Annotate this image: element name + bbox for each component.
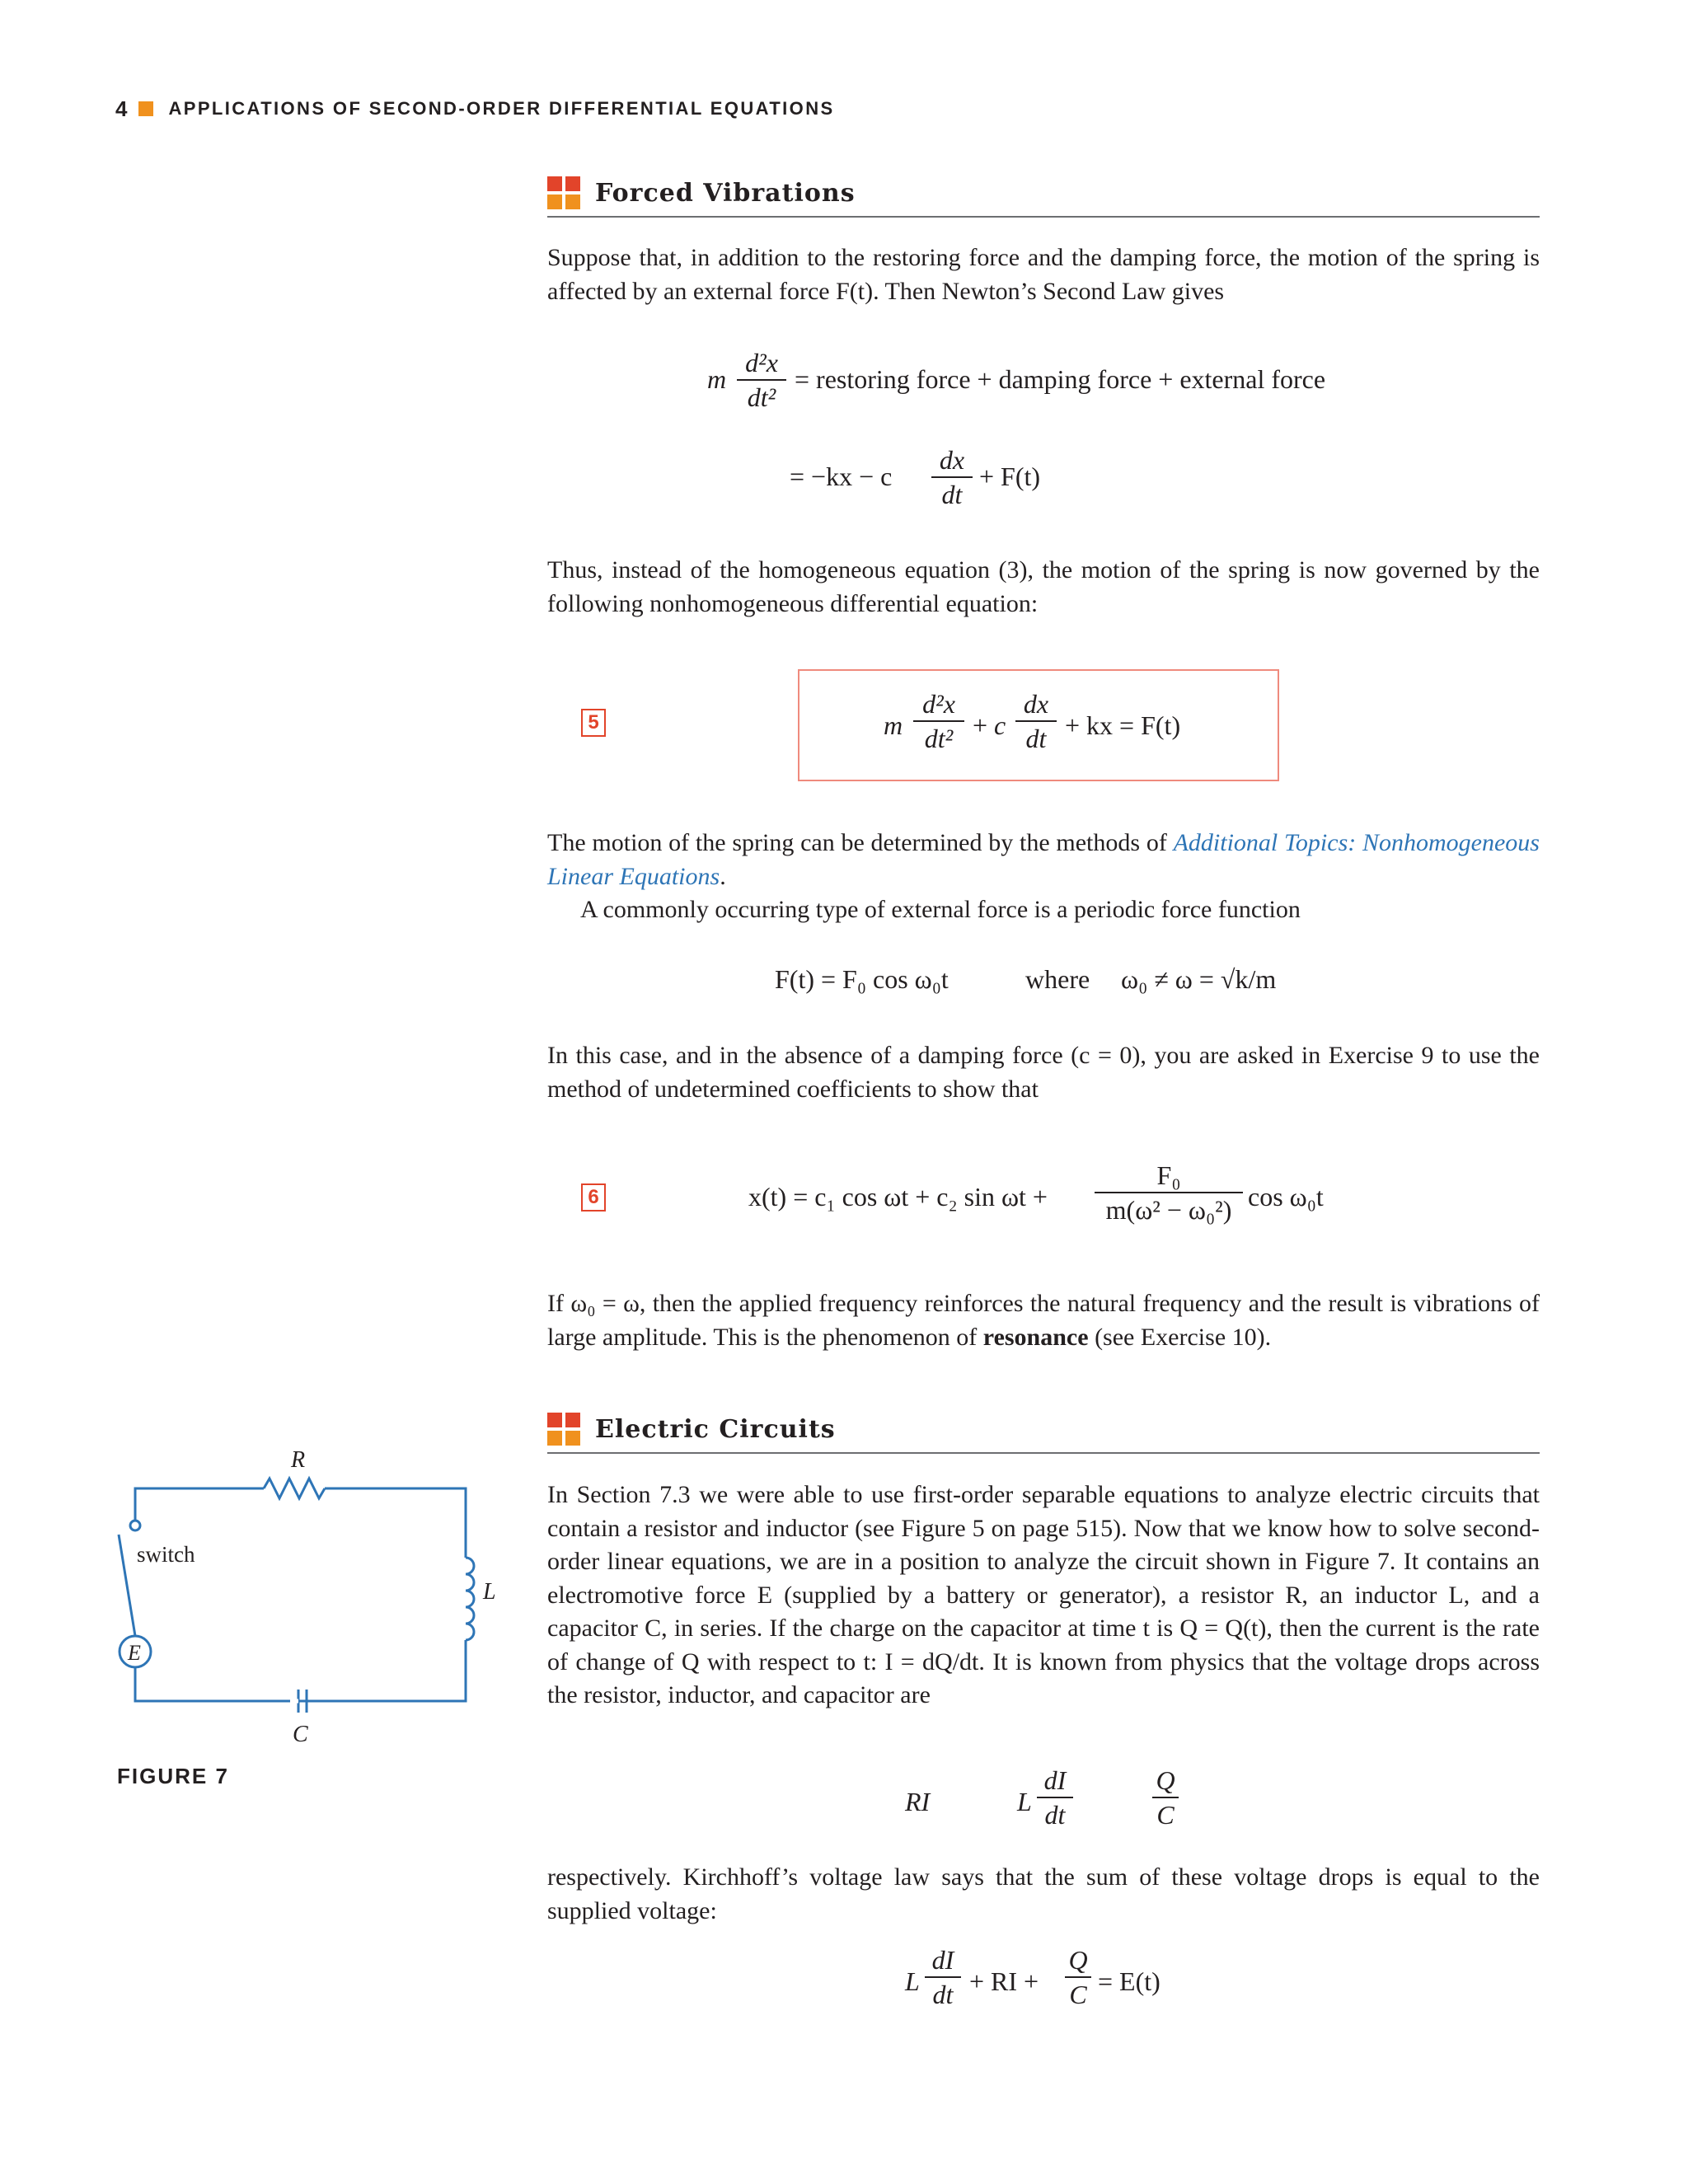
page-number: 4 bbox=[115, 96, 128, 121]
paragraph: In this case, and in the absence of a damping force (c = 0), you are asked in Exercise 9 to use the method of undetermined coefficients to show that bbox=[547, 1042, 1540, 1103]
running-head bbox=[115, 92, 835, 125]
bullet-square-icon bbox=[138, 101, 153, 116]
running-head-title: APPLICATIONS OF SECOND-ORDER DIFFERENTIAL EQUATIONS bbox=[168, 98, 835, 119]
paragraph-text: The motion of the spring can be determined by the methods of bbox=[547, 829, 1174, 856]
equation-text: where bbox=[1025, 964, 1090, 994]
equation-text: RI bbox=[905, 1787, 931, 1816]
equation-voltage-drops: RI L dI dt Q C bbox=[905, 1764, 1202, 1846]
equation-text: = E(t) bbox=[1098, 1966, 1160, 1996]
switch-label: switch bbox=[137, 1542, 195, 1567]
switch-lever bbox=[119, 1535, 135, 1636]
equation-text: + kx = F(t) bbox=[1065, 710, 1181, 740]
equation-text: = restoring force + damping force + external force bbox=[795, 364, 1326, 394]
emf-label: E bbox=[128, 1641, 141, 1665]
section-grid-icon bbox=[547, 1413, 580, 1446]
paragraph: Suppose that, in addition to the restoring force and the damping force, the motion of the spring is affected by an external force F(t). Then Newton’s Second Law gives bbox=[547, 244, 1540, 305]
equation-text: F(t) = F₀ cos ω₀t bbox=[775, 964, 949, 994]
equation-kirchhoff: L dI dt + RI + Q C = E(t) bbox=[905, 1945, 1160, 2009]
switch-contact bbox=[130, 1521, 140, 1530]
inductor-symbol bbox=[466, 1558, 474, 1640]
wire bbox=[135, 1488, 264, 1521]
equation-text: = −kx − c bbox=[790, 462, 893, 491]
term-resonance: resonance bbox=[982, 1323, 1089, 1351]
section-grid-icon bbox=[547, 176, 580, 209]
equation-periodic-force bbox=[775, 964, 1434, 1005]
equation-5-box: m d²x dt² + c dx dt + kx = F(t) bbox=[798, 669, 1279, 781]
paragraph-resonance bbox=[547, 1287, 1540, 1354]
equation-newton: m d²x dt² = restoring force + damping force + external force = −kx − c dx dt + F(t) bbox=[707, 348, 1326, 509]
equation-number: 6 bbox=[581, 1183, 606, 1212]
equation-text: cos ω₀t bbox=[1248, 1182, 1324, 1212]
circuit-diagram bbox=[99, 1434, 528, 1747]
section-title: Forced Vibrations bbox=[595, 178, 856, 208]
wire bbox=[298, 1640, 466, 1701]
paragraph: In Section 7.3 we were able to use first-order separable equations to analyze electric circuits that contain a resistor and inductor (see Figure 5 on page 515). Now that we know how to solve second-order linear equations, we are in a position to analyze the circuit shown in Figure 7. It contains an electromotive force E (supplied by a battery or generator), a resistor R, an inductor L, and a capacitor C, in series. If the charge on the capacitor at time t is Q = Q(t), then the current is the rate of change of Q with respect to t: I = dQ/dt. It is known from physics that the voltage drops across the resistor, inductor, and capacitor are bbox=[547, 1481, 1540, 1708]
equation-text: ω₀ ≠ ω = √k/m bbox=[1121, 964, 1277, 994]
paragraph-text: . bbox=[720, 862, 726, 890]
wire bbox=[325, 1488, 466, 1558]
figure-label: FIGURE 7 bbox=[117, 1764, 229, 1788]
wire bbox=[135, 1667, 290, 1701]
equation-text: + RI + bbox=[969, 1966, 1039, 1996]
paragraph-text: (see Exercise 10). bbox=[1088, 1323, 1272, 1351]
section-heading-electric-circuits bbox=[547, 1406, 1540, 1454]
paragraph: A commonly occurring type of external force is a periodic force function bbox=[580, 896, 1301, 923]
equation-text: + F(t) bbox=[979, 462, 1041, 491]
section-heading-forced-vibrations bbox=[547, 170, 1540, 218]
resistor-symbol bbox=[264, 1479, 325, 1498]
paragraph: respectively. Kirchhoff’s voltage law says that the sum of these voltage drops is equal to the supplied voltage: bbox=[547, 1863, 1540, 1924]
resistor-label: R bbox=[291, 1447, 306, 1473]
section-title: Electric Circuits bbox=[595, 1414, 836, 1444]
equation-text: x(t) = c₁ cos ωt + c₂ sin ωt + bbox=[748, 1182, 1048, 1212]
equation-text: F₀ bbox=[1156, 1160, 1181, 1190]
equation-text: m(ω² − ω₀²) bbox=[1105, 1195, 1232, 1225]
equation-number: 5 bbox=[581, 709, 606, 737]
equation-6 bbox=[748, 1159, 1424, 1241]
inductor-label: L bbox=[483, 1579, 496, 1605]
link-additional-topics[interactable]: Additional Topics: Nonhomogeneous Linear Equations bbox=[547, 829, 1540, 890]
capacitor-label: C bbox=[293, 1722, 308, 1747]
paragraph: Thus, instead of the homogeneous equation (3), the motion of the spring is now governed by the following nonhomogeneous differential equation: bbox=[547, 556, 1540, 617]
paragraph-with-link bbox=[547, 827, 1540, 893]
paragraph-text: If ω₀ = ω, then the applied frequency reinforces the natural frequency and the result is vibrations of large amplitude. This is the phenomenon of bbox=[547, 1290, 1540, 1351]
